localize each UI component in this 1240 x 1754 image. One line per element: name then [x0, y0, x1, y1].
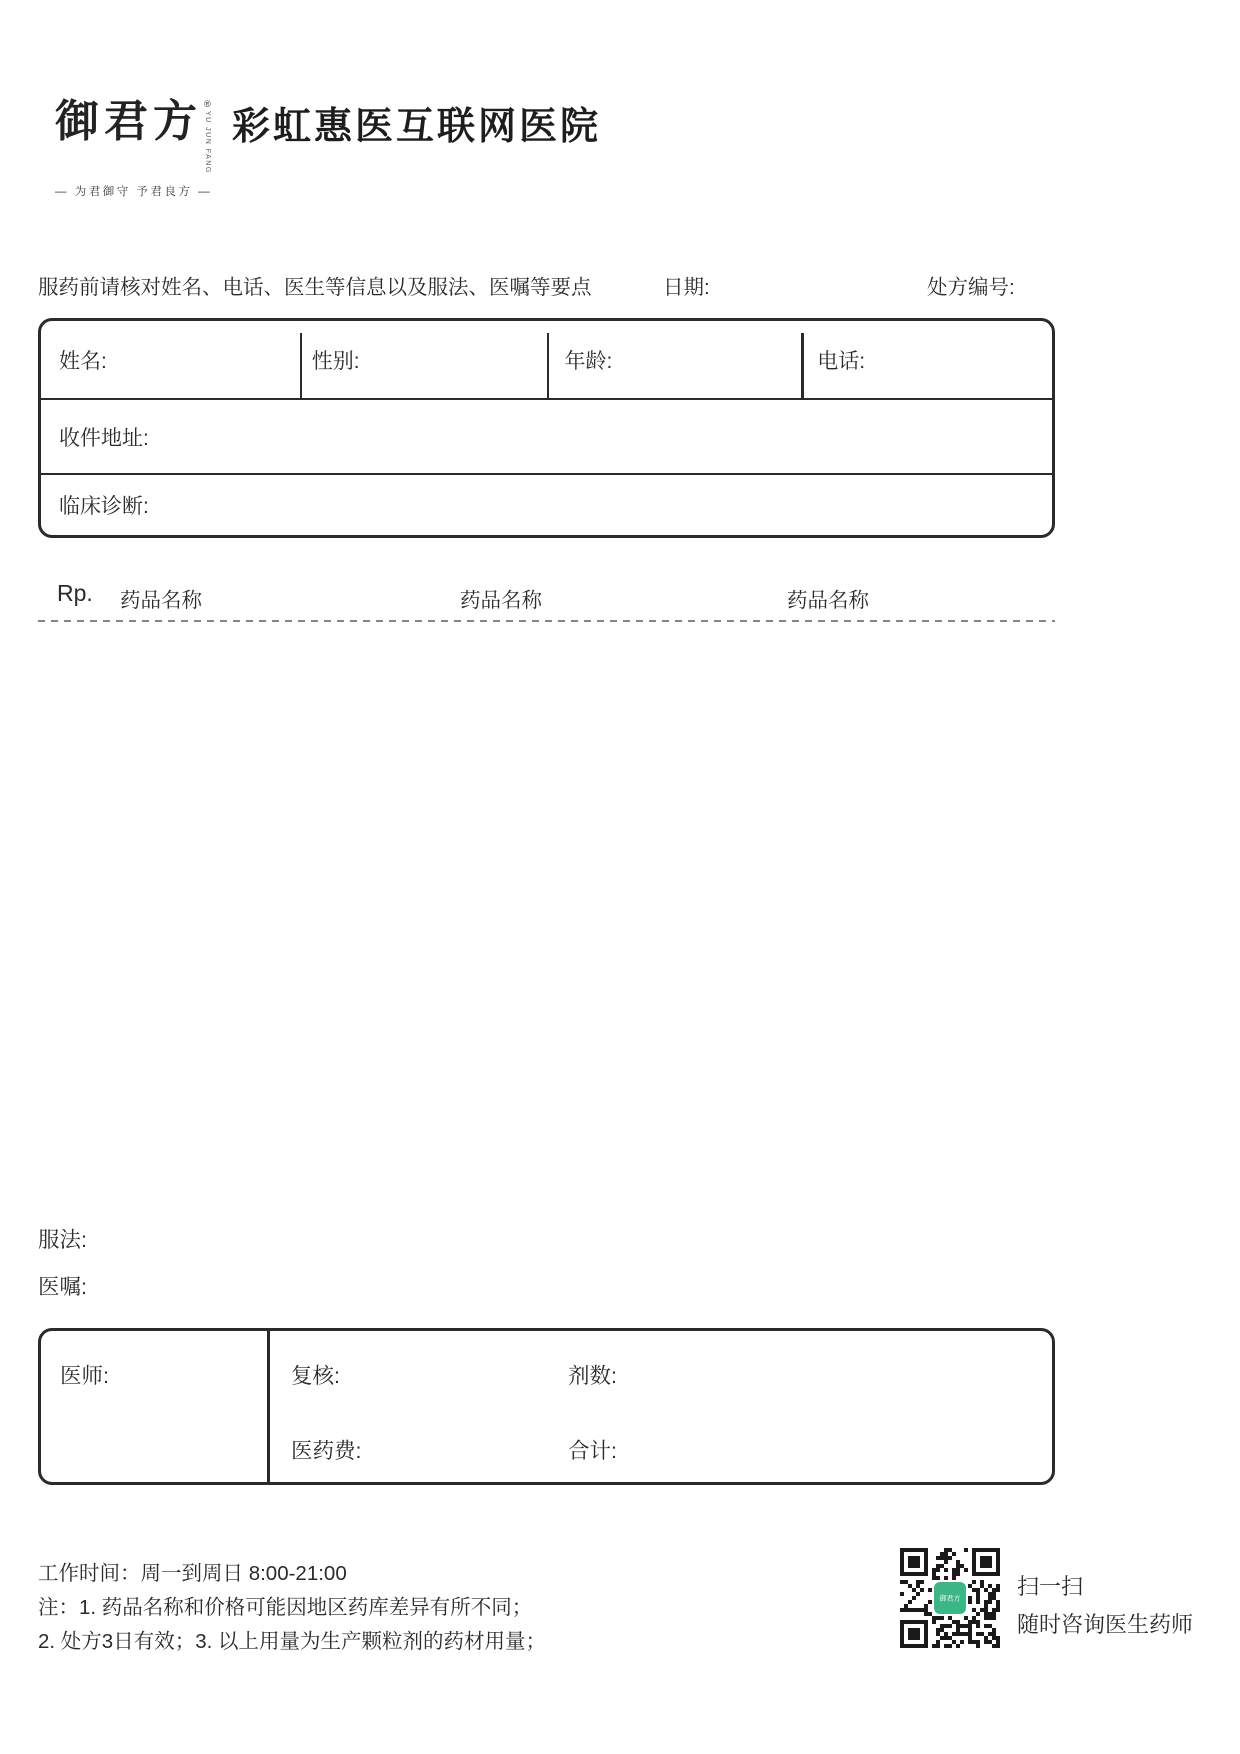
- usage-label: 服法:: [38, 1228, 87, 1252]
- drug-name-column-header: 药品名称: [120, 589, 202, 612]
- patient-phone-field: 电话:: [817, 349, 866, 373]
- cell-divider: [547, 333, 550, 398]
- patient-row-basic: [41, 321, 1052, 400]
- dashed-separator: [38, 620, 1055, 622]
- medicine-fee-field: 医药费:: [291, 1439, 362, 1463]
- prescription-body-empty-area: [38, 625, 1055, 1215]
- brand-logo: [55, 96, 213, 199]
- signoff-box: [38, 1328, 1055, 1485]
- rp-label: Rp.: [57, 580, 93, 606]
- doctor-field: 医师:: [60, 1364, 109, 1388]
- qr-code: [900, 1548, 1000, 1648]
- verify-notice-text: 服药前请核对姓名、电话、医生等信息以及服法、医嘱等要点: [38, 276, 592, 299]
- dose-count-field: 剂数:: [568, 1364, 617, 1388]
- reviewer-field: 复核:: [291, 1364, 340, 1388]
- qr-caption-scan: 扫一扫: [1017, 1574, 1084, 1599]
- svg-text:御君方: 御君方: [939, 1595, 961, 1603]
- patient-address-field: 收件地址:: [59, 426, 149, 450]
- patient-gender-field: 性别:: [311, 349, 360, 373]
- patient-age-field: 年龄:: [564, 349, 613, 373]
- qr-caption-consult: 随时咨询医生药师: [1017, 1612, 1194, 1637]
- rx-number-label: 处方编号:: [927, 276, 1015, 299]
- brand-tagline: — 为君御守 予君良方 —: [55, 185, 213, 198]
- working-hours-text: 工作时间：周一到周日 8:00-21:00: [38, 1562, 347, 1585]
- patient-row-address: [41, 400, 1052, 475]
- drug-name-column-header: 药品名称: [787, 589, 869, 612]
- brand-logo-vertical-text: YU JUN FANG: [204, 111, 211, 174]
- cell-divider: [801, 333, 804, 398]
- patient-info-box: [38, 318, 1055, 538]
- patient-row-diagnosis: [41, 475, 1052, 535]
- doctor-advice-label: 医嘱:: [38, 1275, 87, 1299]
- registered-trademark-icon: ®: [204, 99, 211, 109]
- total-field: 合计:: [568, 1439, 617, 1463]
- note-line-1: 注：1. 药品名称和价格可能因地区药库差异有所不同；: [38, 1596, 533, 1619]
- patient-name-field: 姓名:: [59, 349, 107, 373]
- brand-logo-text: 御君方: [55, 96, 202, 147]
- cell-divider: [300, 333, 303, 398]
- drug-name-column-header: 药品名称: [460, 589, 542, 612]
- clinical-diagnosis-field: 临床诊断:: [59, 495, 149, 518]
- date-label: 日期:: [663, 276, 710, 299]
- cell-divider: [267, 1331, 270, 1482]
- hospital-name: 彩虹惠医互联网医院: [232, 106, 602, 148]
- note-line-2: 2. 处方3日有效；3. 以上用量为生产颗粒剂的药材用量；: [38, 1630, 546, 1653]
